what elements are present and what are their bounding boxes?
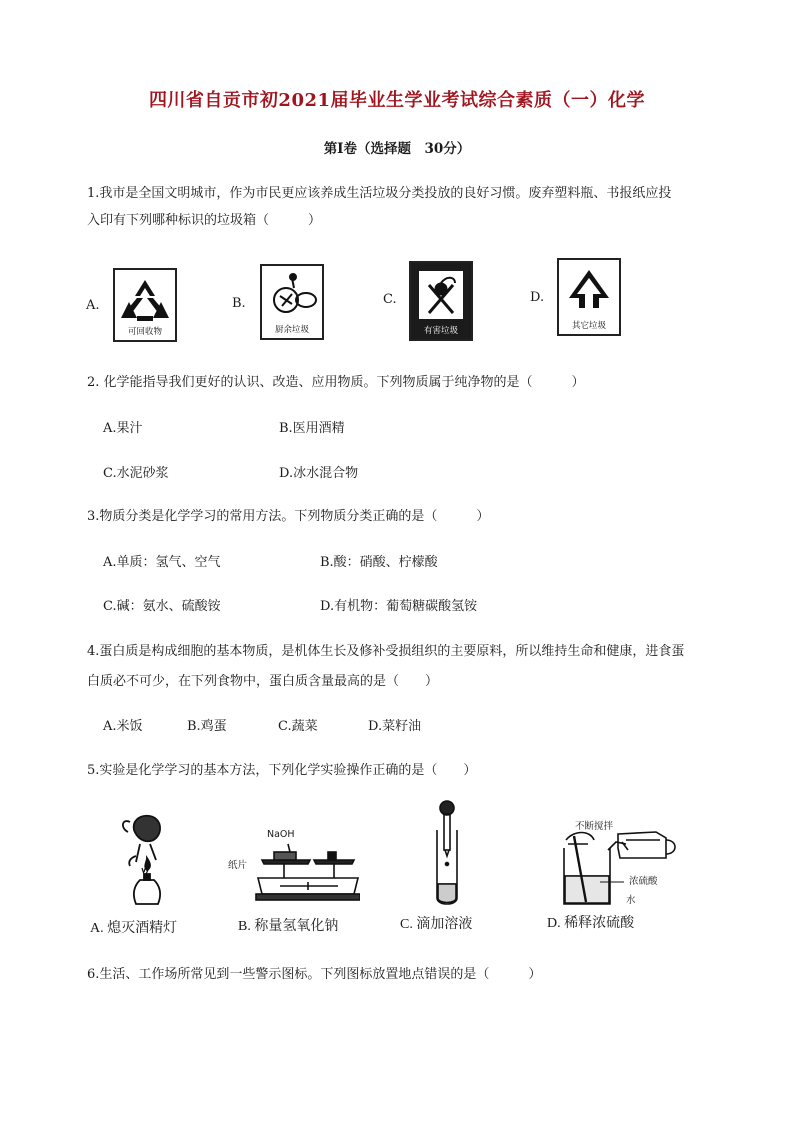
food-waste-icon <box>262 270 322 324</box>
q5-option-b-caption[interactable]: B. 称量氢氧化钠 <box>238 919 339 934</box>
question-2-stem: 2. 化学能指导我们更好的认识、改造、应用物质。下列物质属于纯净物的是（ ） <box>87 375 585 390</box>
q2-option-b[interactable]: B.医用酒精 <box>279 421 345 436</box>
q1-option-c-letter: C. <box>383 292 397 307</box>
section-heading: 第Ⅰ卷（选择题 30分） <box>323 141 471 157</box>
water-label: 水 <box>626 895 636 906</box>
stir-label: 不断搅拌 <box>575 821 614 832</box>
q3-option-a[interactable]: A.单质：氢气、空气 <box>103 555 221 570</box>
dropper-test-tube-illustration <box>425 800 469 908</box>
naoh-label: NaOH <box>267 829 295 840</box>
q3-option-b[interactable]: B.酸：硝酸、柠檬酸 <box>320 555 438 570</box>
q5-option-d-caption[interactable]: D. 稀释浓硫酸 <box>547 916 635 931</box>
q4-option-a[interactable]: A.米饭 <box>103 719 143 734</box>
q4-option-d[interactable]: D.菜籽油 <box>368 719 422 734</box>
q1-option-b-label: 厨余垃圾 <box>274 325 309 335</box>
paper-label: 纸片 <box>228 860 248 871</box>
q1-option-a-letter: A. <box>86 298 100 313</box>
q1-option-a-label: 可回收物 <box>127 327 162 337</box>
q2-option-a[interactable]: A.果汁 <box>103 421 143 436</box>
question-1-line-2: 入印有下列哪种标识的垃圾箱（ ） <box>87 213 322 228</box>
q1-option-a-card[interactable] <box>113 268 177 342</box>
q2-option-c[interactable]: C.水泥砂浆 <box>103 466 169 481</box>
balance-scale-illustration <box>250 838 360 908</box>
q1-option-b-card[interactable] <box>260 264 324 340</box>
q1-option-c-card[interactable] <box>409 261 473 341</box>
q1-option-b-letter: B. <box>232 296 246 311</box>
q1-option-c-label: 有害垃圾 <box>423 326 458 336</box>
acid-label: 浓硫酸 <box>629 876 658 887</box>
question-1-line-1: 1.我市是全国文明城市，作为市民更应该养成生活垃圾分类投放的良好习惯。废弃塑料瓶、书报纸应投 <box>87 186 672 201</box>
question-6-stem: 6.生活、工作场所常见到一些警示图标。下列图标放置地点错误的是（ ） <box>87 967 542 982</box>
q1-option-d-letter: D. <box>530 290 545 305</box>
q5-option-a-caption[interactable]: A. 熄灭酒精灯 <box>90 921 178 936</box>
q4-option-b[interactable]: B.鸡蛋 <box>187 719 227 734</box>
q3-option-c[interactable]: C.碱：氨水、硫酸铵 <box>103 599 221 614</box>
question-5-stem: 5.实验是化学学习的基本方法，下列化学实验操作正确的是（ ） <box>87 763 477 778</box>
page-title: 四川省自贡市初2021届毕业生学业考试综合素质（一）化学 <box>148 90 646 111</box>
q4-option-c[interactable]: C.蔬菜 <box>278 719 318 734</box>
alcohol-lamp-blowing-illustration <box>100 808 210 918</box>
q1-option-d-label: 其它垃圾 <box>571 321 606 331</box>
other-waste-icon <box>559 264 619 320</box>
dilution-beaker-illustration <box>560 822 690 910</box>
recycle-icon <box>115 274 175 328</box>
hazardous-waste-icon <box>411 265 471 325</box>
question-4-line-1: 4.蛋白质是构成细胞的基本物质，是机体生长及修补受损组织的主要原料，所以维持生命和健康，进食蛋 <box>87 644 685 659</box>
q5-option-c-caption[interactable]: C. 滴加溶液 <box>400 917 473 932</box>
q3-option-d[interactable]: D.有机物：葡萄糖碳酸氢铵 <box>320 599 478 614</box>
q1-option-d-card[interactable] <box>557 258 621 336</box>
question-4-line-2: 白质必不可少，在下列食物中，蛋白质含量最高的是（ ） <box>87 674 439 689</box>
question-3-stem: 3.物质分类是化学学习的常用方法。下列物质分类正确的是（ ） <box>87 509 490 524</box>
q2-option-d[interactable]: D.冰水混合物 <box>279 466 359 481</box>
